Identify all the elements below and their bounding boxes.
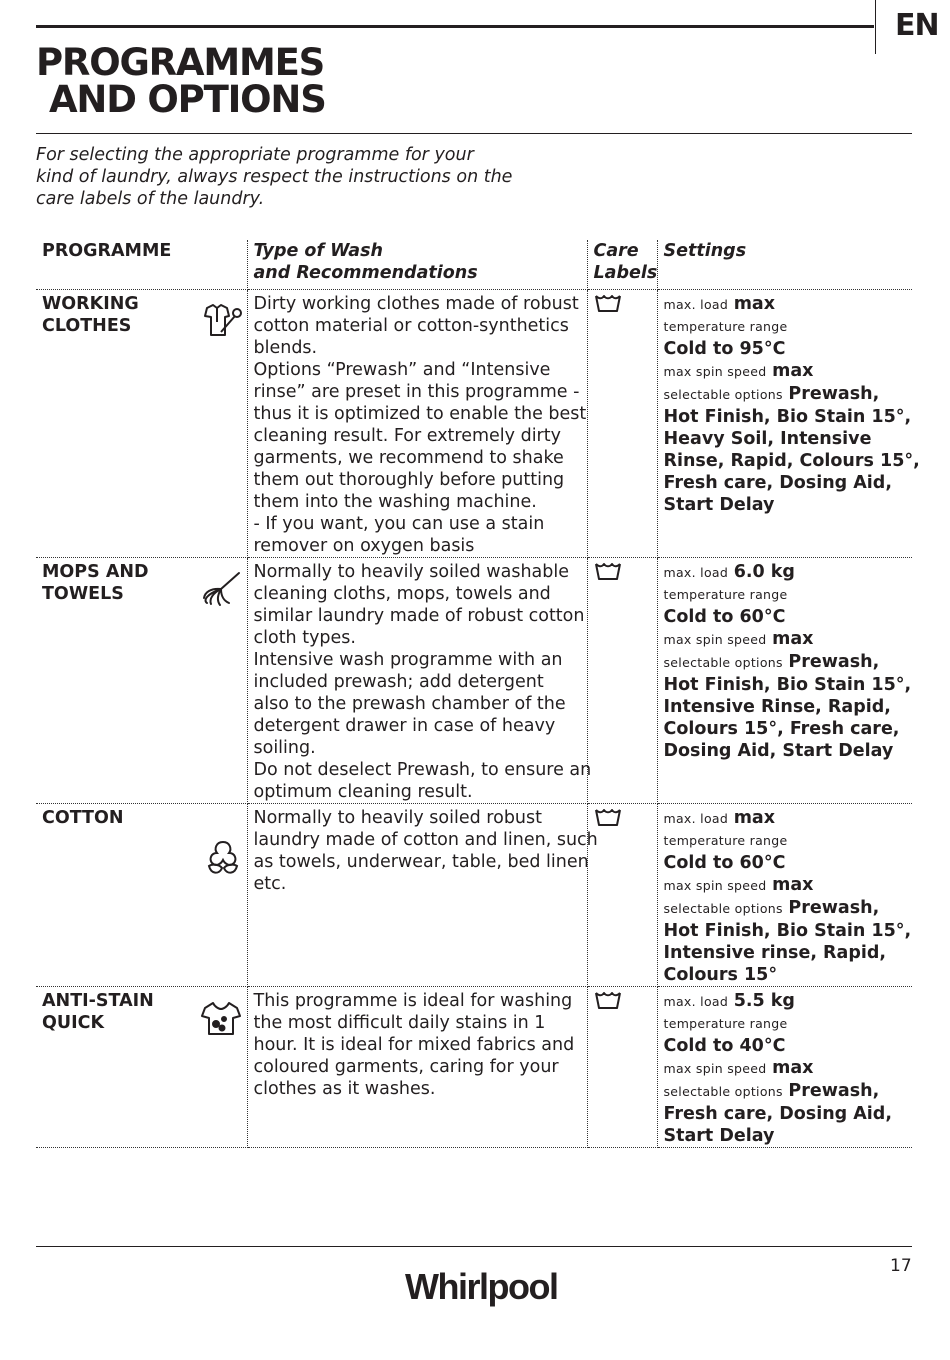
top-rule [36,25,874,28]
max-spin-speed [664,1057,909,1080]
care-label-cell [587,804,657,987]
programme-name: ANTI-STAIN QUICK [42,991,154,1033]
temperature-range-label: temperature range [663,1016,788,1031]
selectable-options-label: selectable options [663,387,783,402]
description-line: coloured garments, caring for your [253,1057,559,1077]
max-spin-speed-value: max [772,629,814,649]
temperature-range-value: Cold to 60°C [663,853,786,873]
header-care-labels [587,240,657,290]
description-line: Options “Prewash” and “Intensive [253,360,551,380]
selectable-options-value: Prewash, [788,898,880,918]
max-load-label: max. load [663,994,729,1009]
selectable-options-line: Colours 15°, Fresh care, [663,719,900,739]
temperature-range-value: Cold to 40°C [663,1036,786,1056]
work-clothes-wrench-icon [199,302,243,346]
header-type-of-wash [247,240,587,290]
selectable-options-line: Colours 15° [663,965,778,985]
programme-cell [36,987,247,1148]
selectable-options-line: Hot Finish, Bio Stain 15°, [663,675,912,695]
description-line: also to the prewash chamber of the [253,694,566,714]
description-line: Normally to heavily soiled washable [253,562,570,582]
max-load-value: 5.5 kg [733,991,795,1011]
selectable-options-label: selectable options [663,655,783,670]
description-line: blends. [253,338,318,358]
max-spin-speed-label: max spin speed [663,878,767,893]
selectable-options-line: Rinse, Rapid, Colours 15°, [663,451,920,471]
programme-name: COTTON [42,808,124,828]
max-load-label: max. load [663,297,729,312]
table-row [36,804,912,987]
description-line: cleaning result. For extremely dirty [253,426,561,446]
programmes-table [36,240,920,1148]
table-header-row [36,240,912,290]
care-label-cell [587,558,657,804]
washtub-icon [594,995,622,1015]
temperature-range-value: Cold to 95°C [663,339,786,359]
selectable-options-line: Start Delay [663,495,775,515]
max-load-value: 6.0 kg [733,562,795,582]
description-line: included prewash; add detergent [253,672,544,692]
selectable-options-line: Start Delay [663,1126,775,1146]
settings-cell [657,804,912,987]
programme-description [247,290,587,558]
description-line: as towels, underwear, table, bed linen [253,852,589,872]
max-load [664,293,909,316]
selectable-options [664,651,909,674]
intro-line: For selecting the appropriate programme for your [36,145,474,165]
programme-description [247,804,598,987]
header-care-line2: Labels [593,263,658,283]
language-separator [875,0,876,54]
selectable-options-line: Intensive Rinse, Rapid, [663,697,891,717]
selectable-options-label: selectable options [663,901,783,916]
selectable-options-line: Fresh care, Dosing Aid, [663,1104,892,1124]
description-line: - If you want, you can use a stain [253,514,545,534]
page-title-line1: PROGRAMMES [36,41,325,84]
max-spin-speed-value: max [772,875,814,895]
max-spin-speed-label: max spin speed [663,364,767,379]
intro-line: kind of laundry, always respect the instructions on the [36,167,513,187]
header-type-line1: Type of Wash [253,241,383,261]
selectable-options-line: Heavy Soil, Intensive [663,429,872,449]
max-spin-speed-value: max [772,1058,814,1078]
programme-cell [36,558,247,804]
selectable-options [664,1080,909,1103]
description-line: cotton material or cotton-synthetics [253,316,569,336]
temperature-range-value: Cold to 60°C [663,607,786,627]
intro-line: care labels of the laundry. [36,189,265,209]
description-line: soiling. [253,738,316,758]
description-line: cleaning cloths, mops, towels and [253,584,551,604]
description-line: thus it is optimized to enable the best [253,404,587,424]
washtub-icon [594,566,622,586]
description-line: rinse” are preset in this programme - [253,382,580,402]
selectable-options [664,383,909,406]
max-load-label: max. load [663,565,729,580]
max-spin-speed-label: max spin speed [663,632,767,647]
page-number: 17 [890,1256,912,1276]
settings-cell [657,290,920,558]
selectable-options-line: Hot Finish, Bio Stain 15°, [663,921,912,941]
programme-cell [36,804,247,987]
selectable-options-value: Prewash, [788,1081,880,1101]
stained-tshirt-icon [199,999,243,1043]
header-type-line2: and Recommendations [253,263,478,283]
washtub-icon [594,298,622,318]
title-rule [36,133,912,134]
settings-cell [657,558,912,804]
description-line: etc. [253,874,287,894]
description-line: remover on oxygen basis [253,536,475,556]
description-line: laundry made of cotton and linen, such [253,830,598,850]
selectable-options-value: Prewash, [788,652,880,672]
intro-text [36,144,513,210]
max-spin-speed-label: max spin speed [663,1061,767,1076]
header-programme: PROGRAMME [36,240,247,290]
description-line: optimum cleaning result. [253,782,473,802]
selectable-options-line: Dosing Aid, Start Delay [663,741,894,761]
temperature-range-label: temperature range [663,833,788,848]
temperature-range-label: temperature range [663,319,788,334]
programme-description [247,987,587,1148]
programme-cell [36,290,247,558]
selectable-options-label: selectable options [663,1084,783,1099]
washtub-icon [594,812,622,832]
description-line: cloth types. [253,628,356,648]
max-load [664,561,909,584]
description-line: similar laundry made of robust cotton [253,606,585,626]
care-label-cell [587,987,657,1148]
footer-rule [36,1246,912,1247]
description-line: Do not deselect Prewash, to ensure an [253,760,592,780]
description-line: garments, we recommend to shake [253,448,564,468]
whirlpool-logo: Whirlpool [405,1266,558,1307]
page-title [36,41,326,121]
max-spin-speed [664,360,909,383]
page-title-line2: AND OPTIONS [49,78,326,121]
max-load [664,990,909,1013]
max-spin-speed [664,628,909,651]
mop-icon [199,570,243,614]
description-line: Intensive wash programme with an [253,650,563,670]
description-line: detergent drawer in case of heavy [253,716,556,736]
description-line: hour. It is ideal for mixed fabrics and [253,1035,575,1055]
header-settings: Settings [657,240,912,290]
programme-description [247,558,592,804]
max-spin-speed-value: max [772,361,814,381]
max-spin-speed [664,874,909,897]
programme-name: WORKING CLOTHES [42,294,139,336]
description-line: clothes as it washes. [253,1079,436,1099]
max-load-value: max [733,808,776,828]
table-row [36,290,912,558]
description-line: them into the washing machine. [253,492,537,512]
settings-cell [657,987,912,1148]
max-load-value: max [733,294,776,314]
programme-name: MOPS AND TOWELS [42,562,149,604]
table-row [36,987,912,1148]
description-line: Dirty working clothes made of robust [253,294,579,314]
description-line: the most difficult daily stains in 1 [253,1013,546,1033]
max-load-label: max. load [663,811,729,826]
selectable-options-value: Prewash, [788,384,880,404]
cotton-flower-icon [203,838,243,882]
selectable-options [664,897,909,920]
max-load [664,807,909,830]
header-care-line1: Care [593,241,639,261]
selectable-options-line: Intensive rinse, Rapid, [663,943,887,963]
table-row [36,558,912,804]
care-label-cell [587,290,657,558]
temperature-range-label: temperature range [663,587,788,602]
language-code: EN [895,8,939,43]
description-line: Normally to heavily soiled robust [253,808,542,828]
selectable-options-line: Hot Finish, Bio Stain 15°, [663,407,912,427]
description-line: them out thoroughly before putting [253,470,565,490]
selectable-options-line: Fresh care, Dosing Aid, [663,473,892,493]
description-line: This programme is ideal for washing [253,991,573,1011]
